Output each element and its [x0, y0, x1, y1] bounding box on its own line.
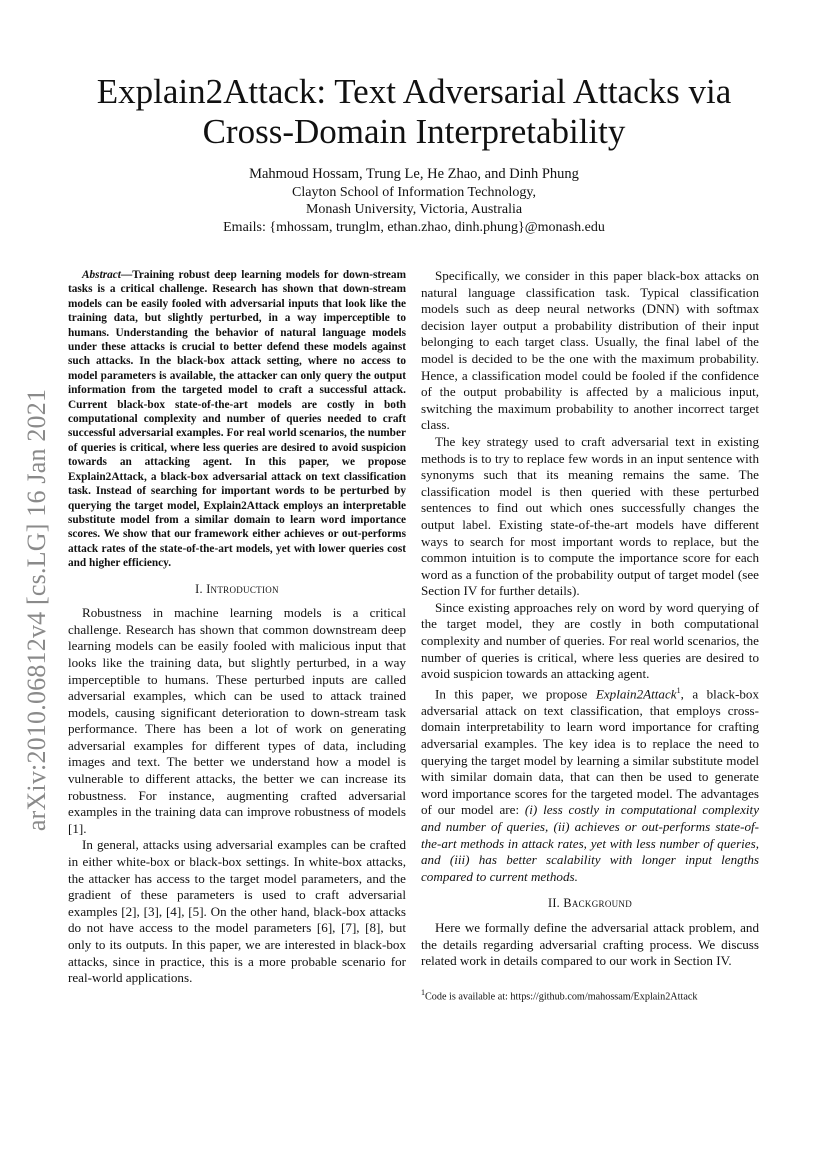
author-names: Mahmoud Hossam, Trung Le, He Zhao, and Dinh Phung — [249, 166, 579, 182]
arxiv-identifier: arXiv:2010.06812v4 [cs.LG] 16 Jan 2021 — [22, 388, 51, 832]
intro-paragraph-1: Robustness in machine learning models is a critical challenge. Research has shown that common downstream deep learning models can be easily fooled with malicious input that looks like the training data, but slightly perturbed, in a way imperceptible to humans. These perturbed inputs are called adversarial examples, which can be used to attack trained models, causing significant deterioration to down-stream task performance. There has been a lot of work on generating adversarial examples for different types of data, including images and text. The better we understand how a model is vulnerable to different attacks, the better we can increase its robustness. For instance, augmenting crafted adversarial examples in the training data can improve robustness of models [1]. — [68, 605, 406, 836]
intro-paragraph-3: Specifically, we consider in this paper black-box attacks on natural language classification task. Typical classification models such as deep neural networks (DNN) with softmax decision layer output a probability distribution of their input belonging to each target class. Usually, the final label of the model is decided to be the one with the maximum probability. Hence, a classification model could be fooled if the confidence of the output probability is affected by a malicious input, switching the maximum probability to another incorrect target class. — [421, 268, 759, 433]
method-name: Explain2Attack — [595, 686, 677, 702]
intro-paragraph-5: Since existing approaches rely on word by word querying of the target model, they are costly in both computational complexity and number of queries. For real world scenarios, the number of queries is critical, where less queries are desired to avoid suspicion towards an attacking agent. — [421, 599, 759, 682]
affiliation-line-1: Clayton School of Information Technology, — [292, 184, 536, 200]
affiliation-line-2: Monash University, Victoria, Australia — [305, 202, 523, 217]
background-paragraph-1: Here we formally define the adversarial attack problem, and the details regarding adversarial crafting process. We discuss related work in details compared to our work in Section IV. — [421, 919, 759, 969]
footnote-number: 1 — [421, 988, 425, 997]
author-block — [60, 166, 768, 236]
intro-paragraph-6 — [421, 683, 759, 885]
footnote-marker: 1 — [676, 685, 681, 695]
section-title: Background — [563, 896, 633, 911]
section-title: Introduction — [206, 581, 279, 596]
section-number: I. — [195, 581, 207, 596]
paper-title — [60, 72, 768, 152]
intro-paragraph-4: The key strategy used to craft adversarial text in existing methods is to try to replace few words in an input sentence with synonyms such that its meaning remains the same. The classification model is then queried with these perturbed sentences to find out which ones successfully changes the output label. Existing state-of-the-art models have different ways to search for most important words to replace, but the common intuition is to compute the importance score for each word as a function of the probability output of target model (see Section IV for further details). — [421, 433, 759, 599]
title-line-1: Explain2Attack: Text Adversarial Attacks via — [96, 72, 732, 111]
abstract-text: —Training robust deep learning models for down-stream tasks is a critical challenge. Research has shown that down-stream models can be easily fooled with adversarial inputs that look like the training data, but slightly perturbed, in a way imperceptible to humans. Understanding the behavior of natural language models under these attacks is crucial to better defend these models against such attacks. In the black-box attack setting, where no access to model parameters is available, the attacker can only query the output information from the targeted model to craft a successful attack. Current black-box state-of-the-art models are costly in both computational complexity and number of queries needed to craft successful adversarial examples. For real world scenarios, the number of queries is critical, where less queries are desired to avoid suspicion towards an attacking agent. In this paper, we propose Explain2Attack, a black-box adversarial attack on text classification task. Instead of searching for important words to be perturbed by querying the target model, Explain2Attack employs an interpretable substitute model from a similar domain to learn word importance scores. We show that our framework either achieves or out-performs attack rates of the state-of-the-art models, yet with lower queries cost and higher efficiency. — [68, 269, 406, 570]
abstract — [68, 268, 406, 571]
title-line-2: Cross-Domain Interpretability — [202, 112, 626, 151]
intro-paragraph-2: In general, attacks using adversarial examples can be crafted in either white-box or black-box settings. In white-box attacks, the attacker has access to the target model parameters, and the gradient of these parameters is used to craft adversarial examples [2], [3], [4], [5]. On the other hand, black-box attacks do not have access to the model parameters [6], [7], [8], but only to its outputs. In this paper, we are interested in black-box attacks, since in practice, this is a more probable scenario for real-world applications. — [68, 837, 406, 986]
right-column — [421, 268, 759, 970]
text-run: In this paper, we propose — [435, 686, 596, 702]
section-heading-background — [421, 895, 759, 912]
advantages-list: (i) less costly in computational complexity and number of queries, (ii) achieves or out-performs state-of-the-art methods in attack rates, yet with less number of queries, and (iii) has better scalability with longer input lengths compared to current methods. — [421, 802, 760, 884]
footnote-text: Code is available at: https://github.com/mahossam/Explain2Attack — [425, 991, 698, 1003]
text-run: , a black-box adversarial attack on text classification, that employs cross-domain interpretability to learn word importance for crafting adversarial examples. The key idea is to replace the need to querying the target model by learning a similar substitute model with similar domain data, that can then be used to generate word importance scores for the targeted model. The advantages of our model are: — [421, 686, 759, 818]
section-number: II. — [547, 896, 564, 911]
abstract-label: Abstract — [82, 269, 121, 281]
left-column — [68, 268, 406, 987]
author-emails: Emails: {mhossam, trunglm, ethan.zhao, dinh.phung}@monash.edu — [223, 219, 605, 235]
footnote — [421, 986, 759, 1003]
section-heading-introduction — [68, 581, 406, 598]
